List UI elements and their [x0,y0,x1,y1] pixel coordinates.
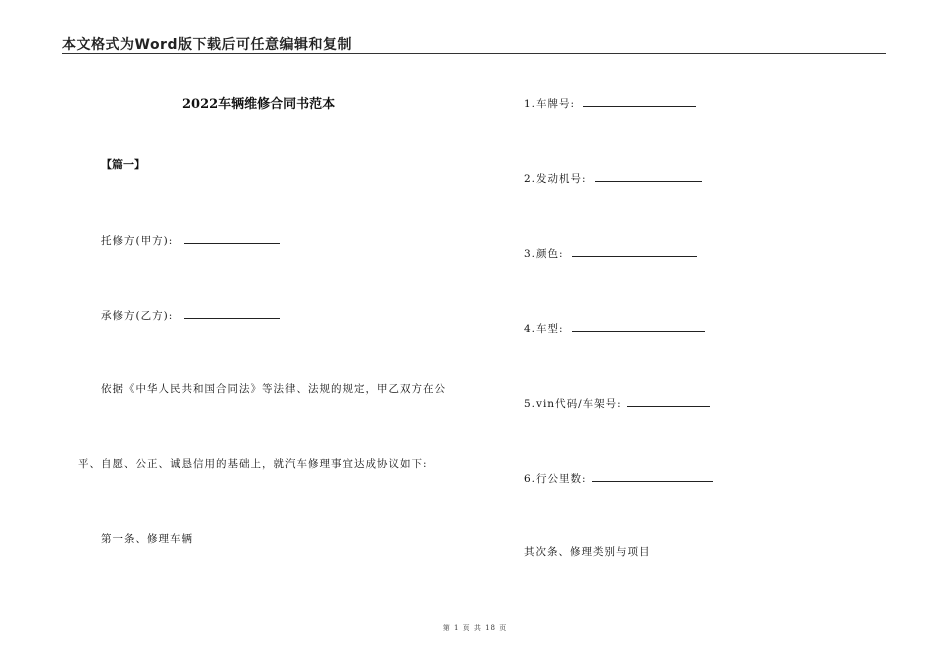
agreement-paragraph-line2: 平、自愿、公正、诚恳信用的基础上，就汽车修理事宜达成协议如下: [78,458,428,470]
plate-label: 1.车牌号: [524,98,576,110]
client-label: 托修方(甲方): [101,235,174,247]
download-banner: 本文格式为Word版下载后可任意编辑和复制 [62,37,352,53]
mileage-label: 6.行公里数: [524,473,587,485]
engine-blank [595,169,702,182]
client-blank [184,231,280,244]
repairer-blank [184,306,280,319]
color-label: 3.颜色: [524,248,564,260]
vin-label: 5.vin代码/车架号: [524,398,622,410]
model-field [524,319,705,336]
vin-field [524,394,710,411]
model-blank [572,319,705,332]
page-number: 第 1 页 共 18 页 [442,624,508,632]
plate-blank [583,94,696,107]
repairer-label: 承修方(乙方): [101,310,174,322]
section-heading: 【篇一】 [101,158,145,171]
banner-divider [62,53,886,54]
mileage-blank [592,469,713,482]
engine-field [524,169,702,186]
vin-blank [627,394,710,407]
agreement-paragraph-line1: 依据《中华人民共和国合同法》等法律、法规的规定，甲乙双方在公 [101,383,446,395]
article-one-heading: 第一条、修理车辆 [101,533,193,545]
color-field [524,244,697,261]
plate-field [524,94,696,111]
model-label: 4.车型: [524,323,564,335]
document-title: 2022车辆维修合同书范本 [182,97,336,112]
article-two-heading: 其次条、修理类别与项目 [524,546,651,558]
color-blank [572,244,697,257]
engine-label: 2.发动机号: [524,173,587,185]
mileage-field [524,469,713,486]
client-field [101,231,280,248]
repairer-field [101,306,280,323]
